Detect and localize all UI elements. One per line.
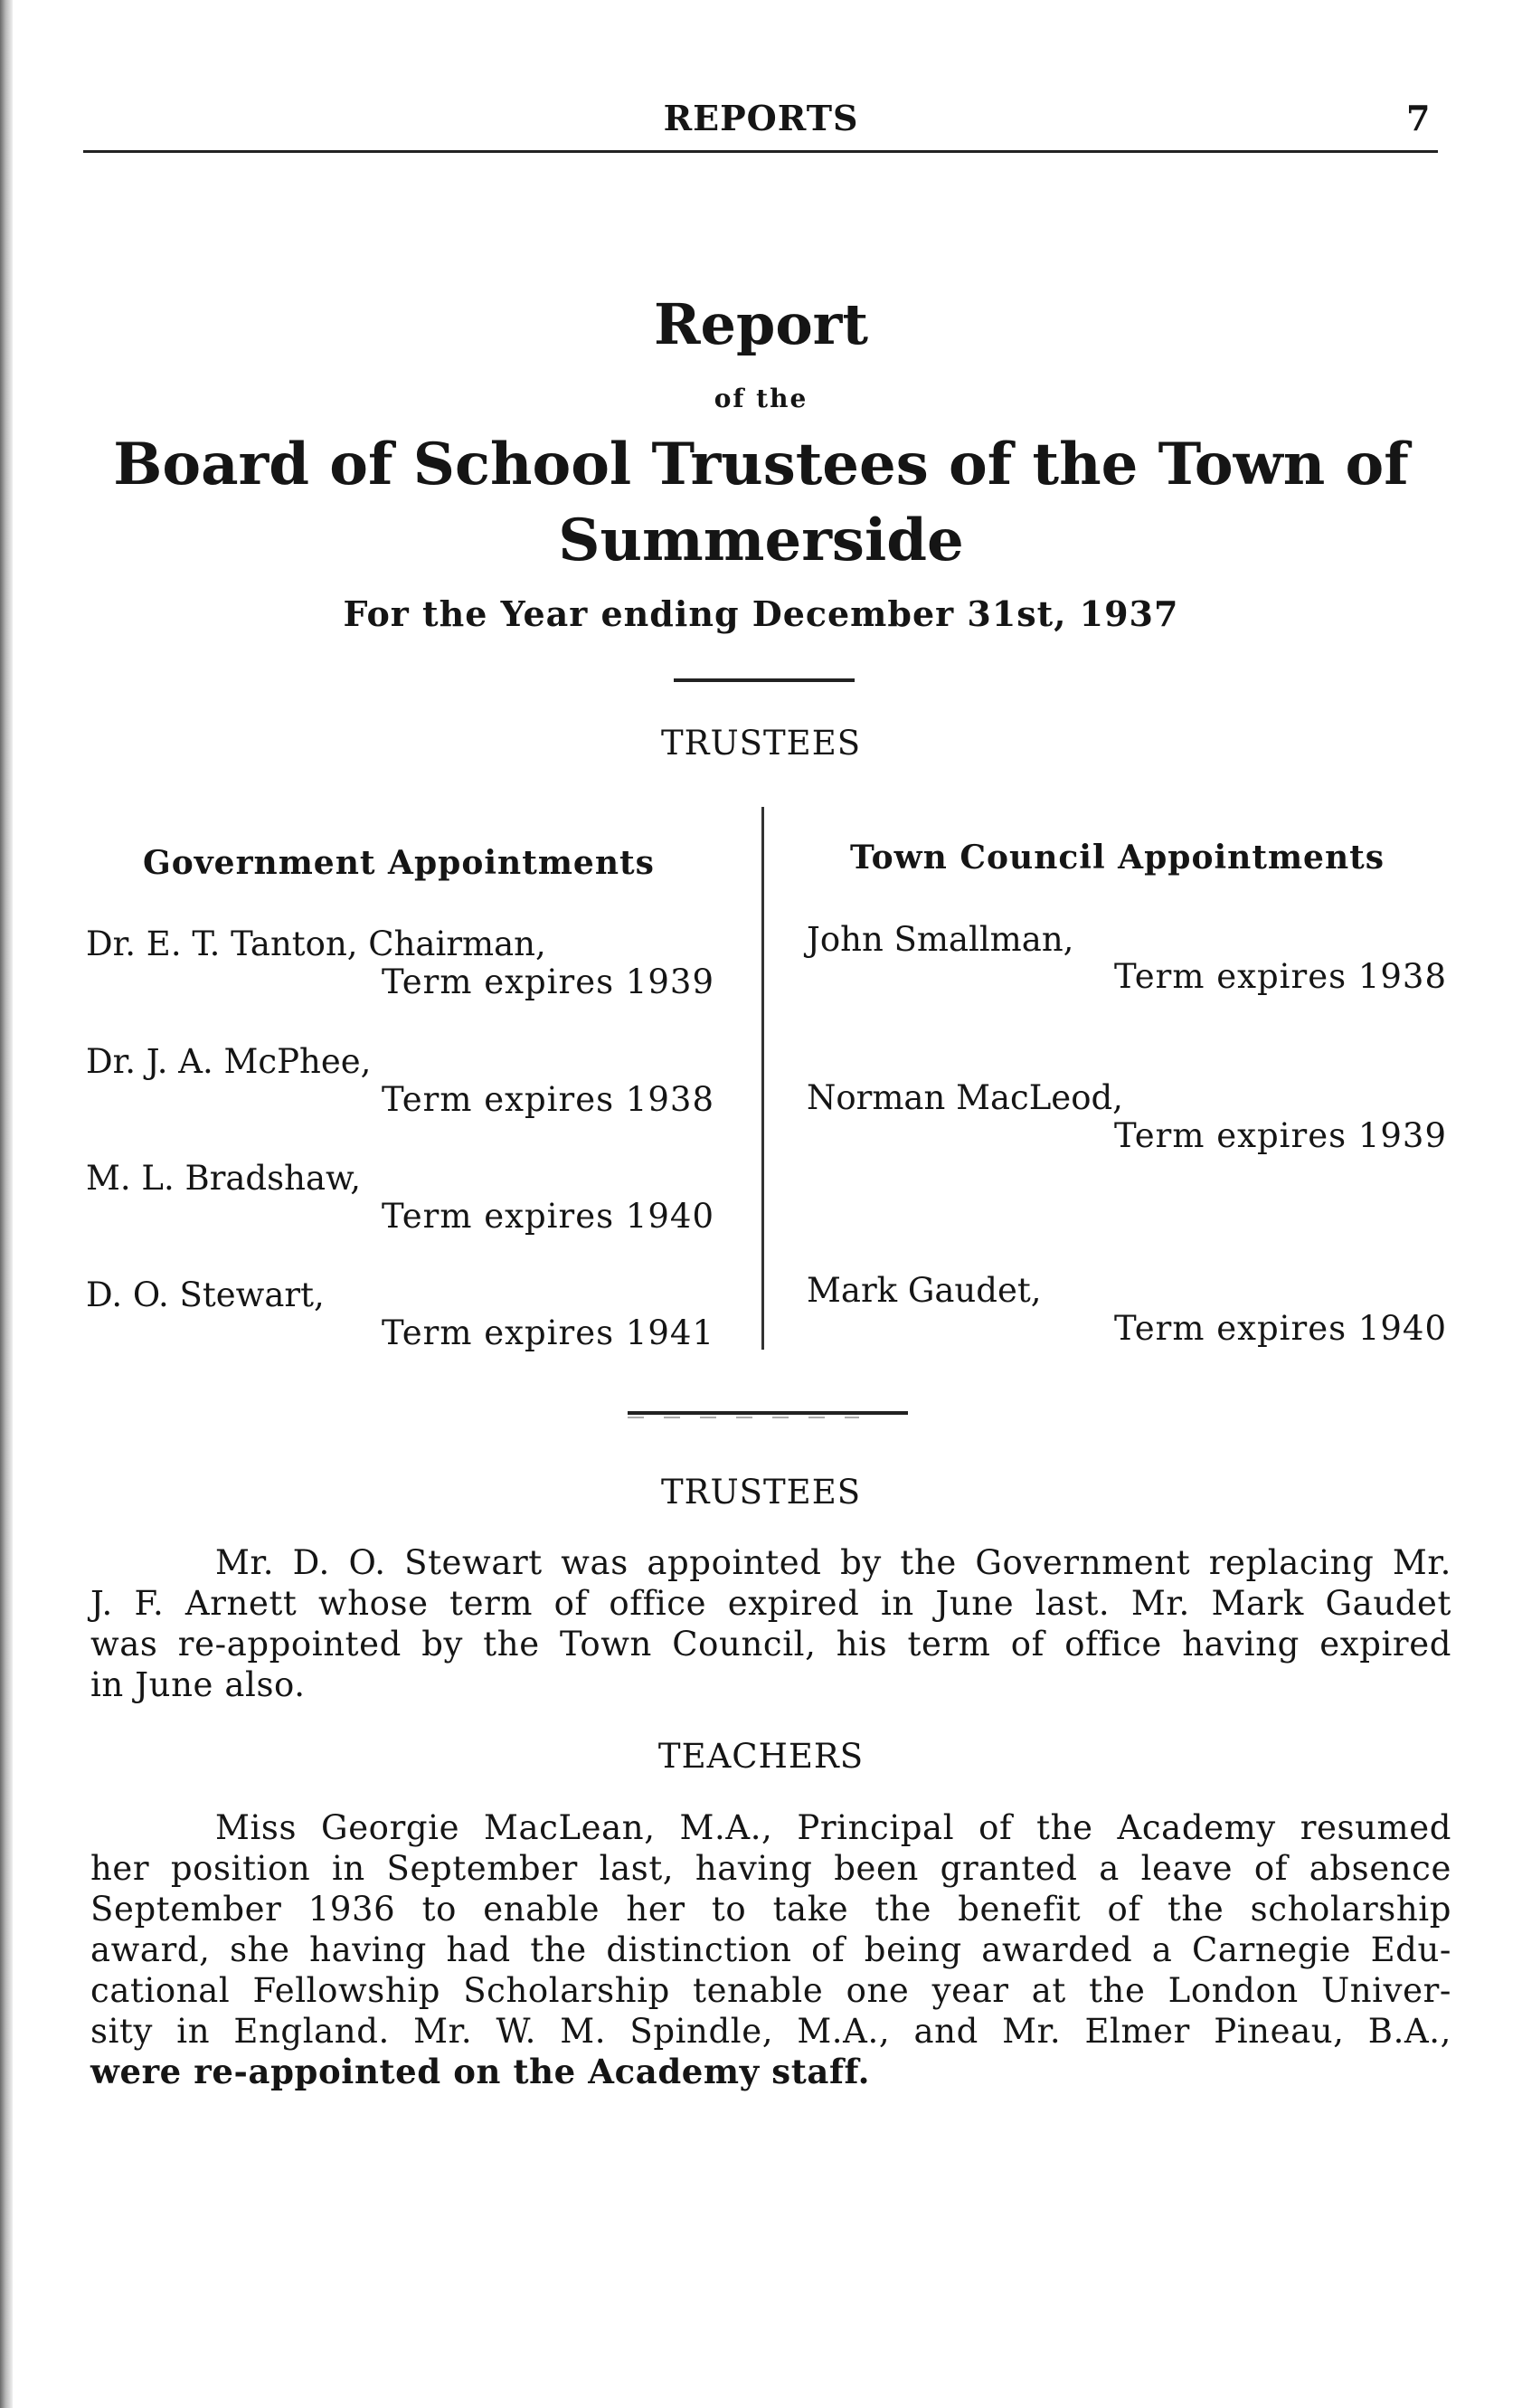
trustees-paragraph-line: Mr. D. O. Stewart was appointed by the Government replacing Mr. bbox=[215, 1543, 1451, 1582]
government-appointments-heading: Government Appointments bbox=[143, 844, 655, 882]
report-year: For the Year ending December 31st, 1937 bbox=[343, 593, 1179, 634]
trustees-paragraph-line: J. F. Arnett whose term of office expired in June last. Mr. Mark Gaudet bbox=[90, 1584, 1451, 1623]
town-council-appointments-heading: Town Council Appointments bbox=[850, 839, 1385, 877]
board-heading-line-1: Board of School Trustees of the Town of bbox=[113, 431, 1409, 498]
running-head-title: REPORTS bbox=[663, 98, 859, 138]
town-council-member-term: Term expires 1940 bbox=[1113, 1309, 1447, 1348]
teachers-paragraph-line: sity in England. Mr. W. M. Spindle, M.A., and Mr. Elmer Pineau, B.A., bbox=[90, 2012, 1451, 2051]
government-member-name: Dr. J. A. McPhee, bbox=[86, 1042, 372, 1081]
government-member-term: Term expires 1939 bbox=[381, 962, 714, 1001]
town-council-member-name: Norman MacLeod, bbox=[807, 1078, 1123, 1117]
header-rule bbox=[83, 150, 1438, 153]
government-member-name: D. O. Stewart, bbox=[86, 1275, 325, 1314]
ornamental-rule bbox=[624, 1408, 912, 1420]
column-divider bbox=[761, 807, 764, 1350]
teachers-paragraph-line: award, she having had the distinction of being awarded a Carnegie Edu- bbox=[90, 1930, 1451, 1969]
trustees-paragraph-line: in June also. bbox=[90, 1665, 306, 1704]
teachers-paragraph bbox=[90, 1807, 1451, 2092]
report-title: Report bbox=[654, 291, 868, 357]
trustees-paragraph-line: was re-appointed by the Town Council, his term of office having expired bbox=[90, 1625, 1451, 1664]
town-council-member-term: Term expires 1938 bbox=[1113, 957, 1447, 996]
government-member-name: Dr. E. T. Tanton, Chairman, bbox=[86, 924, 546, 963]
trustees-list-heading: TRUSTEES bbox=[660, 724, 862, 763]
government-member-term: Term expires 1940 bbox=[381, 1197, 714, 1236]
teachers-paragraph-line: were re-appointed on the Academy staff. bbox=[90, 2052, 871, 2091]
title-rule bbox=[674, 678, 855, 682]
government-member-term: Term expires 1938 bbox=[381, 1080, 714, 1119]
town-council-member-term: Term expires 1939 bbox=[1113, 1116, 1447, 1155]
page-number: 7 bbox=[1406, 98, 1431, 138]
report-board-heading bbox=[72, 427, 1450, 579]
government-member-term: Term expires 1941 bbox=[381, 1313, 714, 1352]
teachers-paragraph-line: cational Fellowship Scholarship tenable one year at the London Univer- bbox=[90, 1971, 1451, 2010]
teachers-paragraph-line: September 1936 to enable her to take the benefit of the scholarship bbox=[90, 1890, 1451, 1929]
board-heading-line-2: Summerside bbox=[558, 507, 964, 574]
teachers-paragraph-line: Miss Georgie MacLean, M.A., Principal of the Academy resumed bbox=[215, 1808, 1451, 1847]
trustees-paragraph bbox=[90, 1542, 1451, 1705]
page-edge-shadow bbox=[0, 0, 13, 2408]
town-council-member-name: Mark Gaudet, bbox=[807, 1271, 1042, 1310]
report-of-the: of the bbox=[714, 384, 808, 413]
teachers-paragraph-line: her position in September last, having been granted a leave of absence bbox=[90, 1849, 1451, 1888]
town-council-member-name: John Smallman, bbox=[807, 920, 1074, 959]
trustees-section-heading: TRUSTEES bbox=[660, 1473, 862, 1512]
teachers-section-heading: TEACHERS bbox=[657, 1737, 865, 1776]
government-member-name: M. L. Bradshaw, bbox=[86, 1159, 362, 1198]
